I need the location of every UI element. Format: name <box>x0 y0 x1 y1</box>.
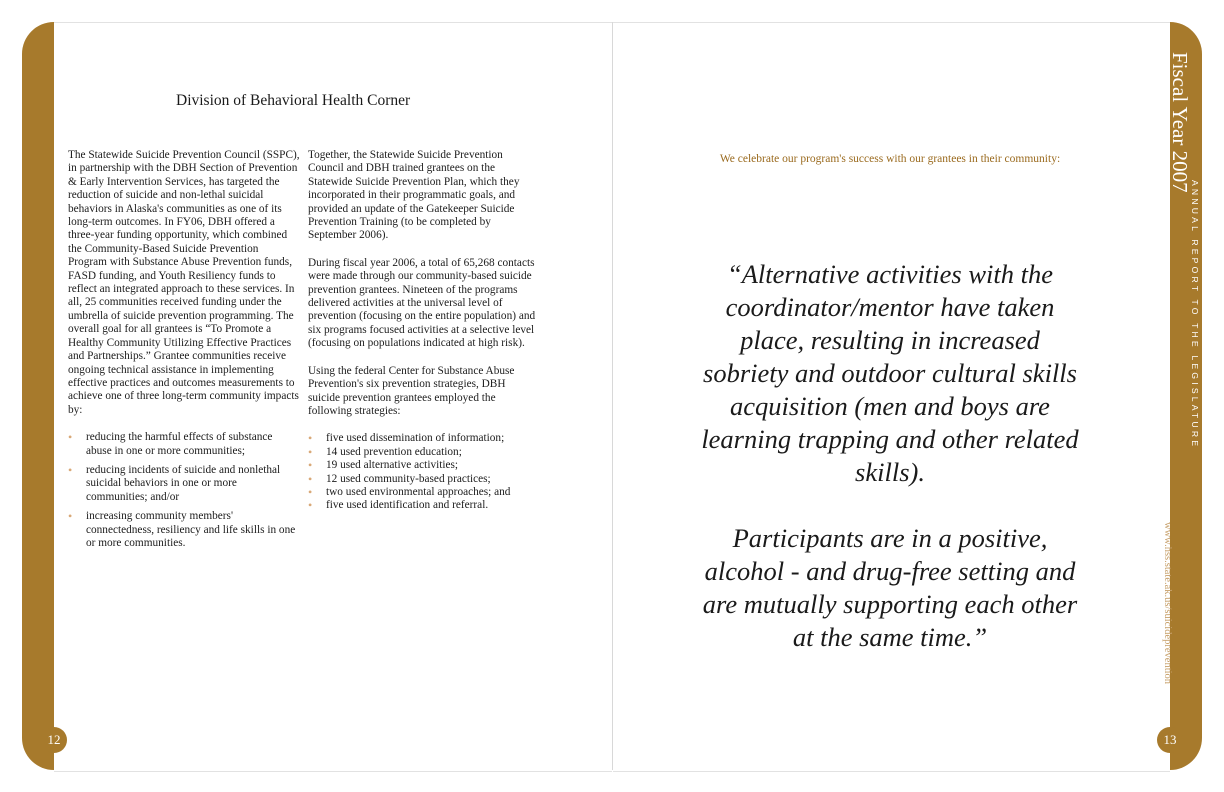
intro-paragraph: The Statewide Suicide Prevention Council (SSPC), in partnership with the DBH Section of Prevention & Early Intervention Services, has targeted the reduction of suicide and non-lethal suicidal behaviors in Alaska's communities as one of its long-term outcomes. In FY06, DBH offered a three-year funding opportunity, which combined the Community-Based Suicide Prevention Program with Substance Abuse Prevention funds, FASD funding, and Youth Resiliency funds to reflect an integrated approach to these services. In all, 25 communities received funding under the umbrella of suicide prevention programming. The overall goal for all grantees is “To Promote a Healthy Community Utilizing Effective Practices and Partnerships.” Grantee communities receive ongoing technical assistance in implementing effective practices and outcomes measurements to achieve one of three long-term community impacts by: <box>68 149 300 416</box>
list-item: • 14 used prevention education; <box>308 446 538 459</box>
impacts-list <box>68 431 300 550</box>
list-item: • two used environmental approaches; and <box>308 486 538 499</box>
contacts-paragraph: During fiscal year 2006, a total of 65,268 contacts were made through our community-based suicide prevention grantees. Nineteen of the programs delivered activities at the universal level of prevention (focusing on the entire population) and six programs focused activities at a selective level (focusing on populations indicated at high risk). <box>308 256 536 350</box>
list-item: • 19 used alternative activities; <box>308 459 538 472</box>
website-url: www.hss.state.ak.us/suicideprevention <box>1162 522 1173 685</box>
page-number-left: 12 <box>41 727 67 753</box>
page-number-right: 13 <box>1157 727 1183 753</box>
list-item: • five used identification and referral. <box>308 499 538 512</box>
strategies-paragraph: Using the federal Center for Substance Abuse Prevention's six prevention strategies, DBH suicide prevention grantees employed the following strategies: <box>308 364 515 417</box>
list-item: • reducing the harmful effects of substance abuse in one or more communities; <box>68 431 300 458</box>
list-item: • reducing incidents of suicide and nonlethal suicidal behaviors in one or more communities; and/or <box>68 464 300 504</box>
celebrate-heading: We celebrate our program's success with our grantees in their community: <box>719 153 1061 165</box>
list-item: • 12 used community-based practices; <box>308 473 538 486</box>
grantee-quote <box>700 258 1080 687</box>
annual-report-label: ANNUAL REPORT TO THE LEGISLATURE <box>1190 180 1200 450</box>
page-title: Division of Behavioral Health Corner <box>176 92 411 109</box>
left-column <box>68 149 300 556</box>
training-paragraph: Together, the Statewide Suicide Prevention Council and DBH trained grantees on the Statewide Suicide Prevention Plan, which they incorporated in their programmatic goals, and provided an update of the Gatekeeper Suicide Prevention Training (to be completed by September 2006). <box>308 149 520 242</box>
list-item: • five used dissemination of information; <box>308 432 538 445</box>
quote-paragraph: “Alternative activities with the coordinator/mentor have taken place, resulting in increased sobriety and outdoor cultural skills acquisition (men and boys are learning trapping and other related skills). <box>701 259 1079 487</box>
fiscal-year-label: Fiscal Year 2007 <box>1168 52 1192 193</box>
list-item: • increasing community members' connectedness, resiliency and life skills in one or more communities. <box>68 510 300 550</box>
right-column <box>308 149 538 513</box>
strategies-list <box>308 432 538 512</box>
quote-paragraph: Participants are in a positive, alcohol - and drug-free setting and are mutually supporting each other at the same time.” <box>702 523 1078 652</box>
